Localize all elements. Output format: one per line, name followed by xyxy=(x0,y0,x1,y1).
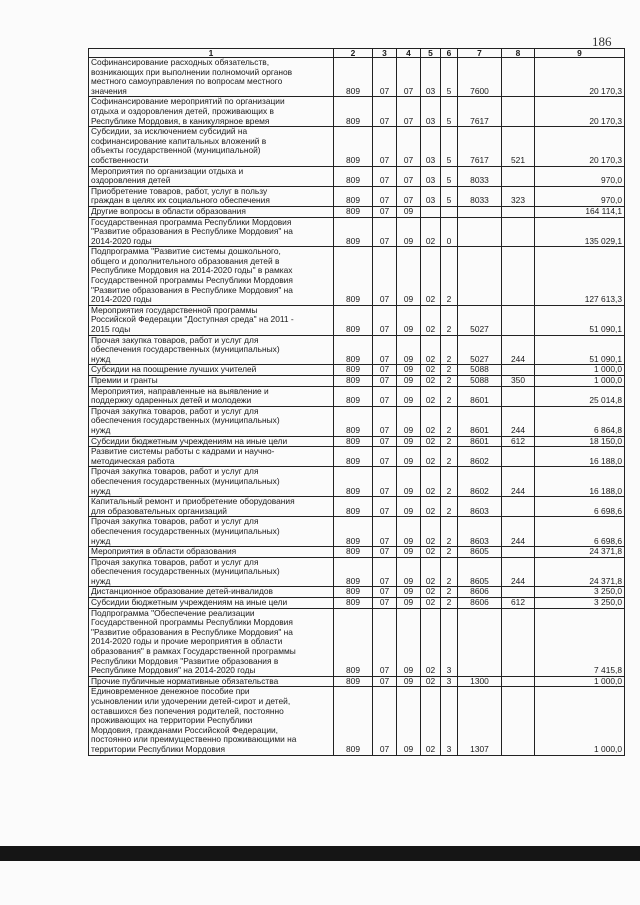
section-code-cell: 07 xyxy=(373,97,397,127)
subsection-code-cell: 09 xyxy=(397,206,421,217)
subprogram-code-cell: 5 xyxy=(441,186,458,206)
subsection-code-cell: 09 xyxy=(397,406,421,436)
section-code-cell: 07 xyxy=(373,217,397,247)
row-name-cell: Мероприятия, направленные на выявление и поддержку одаренных детей и молодежи xyxy=(89,386,334,406)
program-code-cell: 02 xyxy=(421,687,441,755)
section-code-cell: 07 xyxy=(373,687,397,755)
col-program-header: 5 xyxy=(421,49,441,58)
row-name-cell: Субсидии на поощрение лучших учителей xyxy=(89,365,334,376)
subsection-code-cell: 09 xyxy=(397,467,421,497)
ministry-code-cell: 809 xyxy=(334,97,373,127)
row-name-cell: Прочие публичные нормативные обязательства xyxy=(89,676,334,687)
subsection-code-cell: 07 xyxy=(397,186,421,206)
table-row xyxy=(89,206,625,217)
section-code-cell: 07 xyxy=(373,58,397,97)
program-code-cell: 03 xyxy=(421,97,441,127)
program-code-cell: 02 xyxy=(421,406,441,436)
section-code-cell: 07 xyxy=(373,517,397,547)
program-code-cell: 02 xyxy=(421,467,441,497)
table-row xyxy=(89,467,625,497)
subsection-code-cell: 09 xyxy=(397,217,421,247)
program-code-cell: 02 xyxy=(421,386,441,406)
row-name-cell: Прочая закупка товаров, работ и услуг для обеспечения государственных (муниципальных) нужд xyxy=(89,406,334,436)
amount-cell: 20 170,3 xyxy=(535,127,625,166)
program-code-cell: 02 xyxy=(421,247,441,306)
expense-type-cell xyxy=(502,217,535,247)
expense-type-cell: 612 xyxy=(502,436,535,447)
table-row xyxy=(89,186,625,206)
row-name-cell: Прочая закупка товаров, работ и услуг для обеспечения государственных (муниципальных) нужд xyxy=(89,467,334,497)
ministry-code-cell: 809 xyxy=(334,58,373,97)
subprogram-code-cell: 5 xyxy=(441,166,458,186)
row-name-cell: Дистанционное образование детей-инвалидов xyxy=(89,587,334,598)
ministry-code-cell: 809 xyxy=(334,547,373,558)
subsection-code-cell: 07 xyxy=(397,166,421,186)
expense-type-cell xyxy=(502,447,535,467)
expense-type-cell xyxy=(502,97,535,127)
item-code-cell: 5027 xyxy=(458,335,502,365)
amount-cell: 135 029,1 xyxy=(535,217,625,247)
program-code-cell: 02 xyxy=(421,547,441,558)
subprogram-code-cell: 2 xyxy=(441,467,458,497)
amount-cell: 970,0 xyxy=(535,166,625,186)
section-code-cell: 07 xyxy=(373,587,397,598)
table-row xyxy=(89,557,625,587)
amount-cell: 51 090,1 xyxy=(535,335,625,365)
item-code-cell: 8033 xyxy=(458,186,502,206)
section-code-cell: 07 xyxy=(373,127,397,166)
row-name-cell: Приобретение товаров, работ, услуг в пользу граждан в целях их социального обеспечения xyxy=(89,186,334,206)
expense-type-cell xyxy=(502,166,535,186)
subprogram-code-cell xyxy=(441,206,458,217)
item-code-cell: 5088 xyxy=(458,365,502,376)
amount-cell: 7 415,8 xyxy=(535,608,625,676)
section-code-cell: 07 xyxy=(373,557,397,587)
expense-type-cell: 521 xyxy=(502,127,535,166)
amount-cell: 18 150,0 xyxy=(535,436,625,447)
row-name-cell: Единовременное денежное пособие при усыновлении или удочерении детей-сирот и детей, оставшихся без попечения родителей, постоянно проживающих на территории Республики Мордовия, гражданами Российской Федерации, постоянно или преимущественно проживающими на территории Республики Мордовия xyxy=(89,687,334,755)
section-code-cell: 07 xyxy=(373,386,397,406)
table-row xyxy=(89,217,625,247)
table-row xyxy=(89,608,625,676)
expense-type-cell: 612 xyxy=(502,598,535,609)
row-name-cell: Прочая закупка товаров, работ и услуг для обеспечения государственных (муниципальных) нужд xyxy=(89,557,334,587)
program-code-cell: 03 xyxy=(421,127,441,166)
expense-type-cell xyxy=(502,365,535,376)
scan-edge-bar xyxy=(0,846,640,861)
expense-type-cell xyxy=(502,587,535,598)
subprogram-code-cell: 2 xyxy=(441,517,458,547)
section-code-cell: 07 xyxy=(373,335,397,365)
subprogram-code-cell: 2 xyxy=(441,557,458,587)
item-code-cell: 8606 xyxy=(458,598,502,609)
col-subsection-header: 4 xyxy=(397,49,421,58)
row-name-cell: Субсидии бюджетным учреждениям на иные цели xyxy=(89,598,334,609)
subsection-code-cell: 09 xyxy=(397,447,421,467)
section-code-cell: 07 xyxy=(373,406,397,436)
program-code-cell: 02 xyxy=(421,587,441,598)
item-code-cell xyxy=(458,206,502,217)
expense-type-cell: 244 xyxy=(502,335,535,365)
page-number: 186 xyxy=(592,34,612,49)
row-name-cell: Субсидии бюджетным учреждениям на иные цели xyxy=(89,436,334,447)
row-name-cell: Софинансирование расходных обязательств, возникающих при выполнении полномочий органов местного самоуправления по вопросам местного значения xyxy=(89,58,334,97)
subsection-code-cell: 07 xyxy=(397,127,421,166)
expense-type-cell xyxy=(502,206,535,217)
program-code-cell: 02 xyxy=(421,305,441,335)
table-row xyxy=(89,598,625,609)
amount-cell: 6 864,8 xyxy=(535,406,625,436)
subsection-code-cell: 09 xyxy=(397,687,421,755)
section-code-cell: 07 xyxy=(373,365,397,376)
subprogram-code-cell: 2 xyxy=(441,365,458,376)
ministry-code-cell: 809 xyxy=(334,598,373,609)
row-name-cell: Субсидии, за исключением субсидий на софинансирование капитальных вложений в объекты государственной (муниципальной) собственности xyxy=(89,127,334,166)
amount-cell: 1 000,0 xyxy=(535,687,625,755)
ministry-code-cell: 809 xyxy=(334,436,373,447)
row-name-cell: Мероприятия государственной программы Российской Федерации "Доступная среда" на 2011 - 2015 годы xyxy=(89,305,334,335)
amount-cell: 20 170,3 xyxy=(535,97,625,127)
section-code-cell: 07 xyxy=(373,247,397,306)
col-subprogram-header: 6 xyxy=(441,49,458,58)
section-code-cell: 07 xyxy=(373,206,397,217)
section-code-cell: 07 xyxy=(373,305,397,335)
item-code-cell: 8601 xyxy=(458,436,502,447)
table-row xyxy=(89,305,625,335)
ministry-code-cell: 809 xyxy=(334,587,373,598)
expense-type-cell xyxy=(502,386,535,406)
subsection-code-cell: 07 xyxy=(397,58,421,97)
expense-type-cell: 350 xyxy=(502,376,535,387)
amount-cell: 1 000,0 xyxy=(535,365,625,376)
amount-cell: 6 698,6 xyxy=(535,517,625,547)
item-code-cell xyxy=(458,217,502,247)
ministry-code-cell: 809 xyxy=(334,557,373,587)
table-row xyxy=(89,517,625,547)
ministry-code-cell: 809 xyxy=(334,166,373,186)
table-row xyxy=(89,676,625,687)
subsection-code-cell: 07 xyxy=(397,97,421,127)
program-code-cell: 02 xyxy=(421,335,441,365)
table-row xyxy=(89,127,625,166)
ministry-code-cell: 809 xyxy=(334,206,373,217)
ministry-code-cell: 809 xyxy=(334,608,373,676)
item-code-cell xyxy=(458,608,502,676)
item-code-cell: 8033 xyxy=(458,166,502,186)
subprogram-code-cell: 2 xyxy=(441,376,458,387)
table-row xyxy=(89,335,625,365)
section-code-cell: 07 xyxy=(373,598,397,609)
ministry-code-cell: 809 xyxy=(334,497,373,517)
item-code-cell: 8603 xyxy=(458,497,502,517)
section-code-cell: 07 xyxy=(373,186,397,206)
program-code-cell: 03 xyxy=(421,186,441,206)
table-row xyxy=(89,436,625,447)
row-name-cell: Прочая закупка товаров, работ и услуг для обеспечения государственных (муниципальных) нужд xyxy=(89,335,334,365)
row-name-cell: Премии и гранты xyxy=(89,376,334,387)
subsection-code-cell: 09 xyxy=(397,305,421,335)
amount-cell: 3 250,0 xyxy=(535,598,625,609)
item-code-cell: 7600 xyxy=(458,58,502,97)
subprogram-code-cell: 0 xyxy=(441,217,458,247)
program-code-cell: 02 xyxy=(421,447,441,467)
amount-cell: 24 371,8 xyxy=(535,557,625,587)
subprogram-code-cell: 3 xyxy=(441,687,458,755)
expense-type-cell xyxy=(502,608,535,676)
subsection-code-cell: 09 xyxy=(397,436,421,447)
program-code-cell: 02 xyxy=(421,608,441,676)
program-code-cell: 02 xyxy=(421,365,441,376)
subprogram-code-cell: 2 xyxy=(441,335,458,365)
ministry-code-cell: 809 xyxy=(334,335,373,365)
item-code-cell: 8602 xyxy=(458,447,502,467)
program-code-cell xyxy=(421,206,441,217)
row-name-cell: Государственная программа Республики Мордовия "Развитие образования в Республике Мордовия" на 2014-2020 годы xyxy=(89,217,334,247)
subsection-code-cell: 09 xyxy=(397,547,421,558)
program-code-cell: 02 xyxy=(421,517,441,547)
program-code-cell: 02 xyxy=(421,557,441,587)
amount-cell: 25 014,8 xyxy=(535,386,625,406)
amount-cell: 3 250,0 xyxy=(535,587,625,598)
program-code-cell: 02 xyxy=(421,598,441,609)
item-code-cell: 5088 xyxy=(458,376,502,387)
col-item-header: 7 xyxy=(458,49,502,58)
subsection-code-cell: 09 xyxy=(397,598,421,609)
section-code-cell: 07 xyxy=(373,676,397,687)
subprogram-code-cell: 2 xyxy=(441,406,458,436)
item-code-cell: 8603 xyxy=(458,517,502,547)
ministry-code-cell: 809 xyxy=(334,186,373,206)
program-code-cell: 02 xyxy=(421,676,441,687)
subsection-code-cell: 09 xyxy=(397,376,421,387)
amount-cell: 20 170,3 xyxy=(535,58,625,97)
ministry-code-cell: 809 xyxy=(334,687,373,755)
subprogram-code-cell: 2 xyxy=(441,587,458,598)
amount-cell: 164 114,1 xyxy=(535,206,625,217)
subprogram-code-cell: 2 xyxy=(441,305,458,335)
expense-type-cell xyxy=(502,497,535,517)
row-name-cell: Мероприятия по организации отдыха и оздоровления детей xyxy=(89,166,334,186)
amount-cell: 127 613,3 xyxy=(535,247,625,306)
table-row xyxy=(89,386,625,406)
subprogram-code-cell: 2 xyxy=(441,436,458,447)
table-header-row xyxy=(89,49,625,58)
subprogram-code-cell: 2 xyxy=(441,547,458,558)
expense-type-cell: 244 xyxy=(502,557,535,587)
ministry-code-cell: 809 xyxy=(334,217,373,247)
col-expense-type-header: 8 xyxy=(502,49,535,58)
item-code-cell: 8601 xyxy=(458,386,502,406)
subsection-code-cell: 09 xyxy=(397,587,421,598)
subprogram-code-cell: 3 xyxy=(441,608,458,676)
item-code-cell xyxy=(458,247,502,306)
ministry-code-cell: 809 xyxy=(334,676,373,687)
subsection-code-cell: 09 xyxy=(397,365,421,376)
expense-type-cell: 244 xyxy=(502,517,535,547)
item-code-cell: 5027 xyxy=(458,305,502,335)
program-code-cell: 03 xyxy=(421,166,441,186)
amount-cell: 1 000,0 xyxy=(535,676,625,687)
table-row xyxy=(89,687,625,755)
table-row xyxy=(89,365,625,376)
ministry-code-cell: 809 xyxy=(334,447,373,467)
row-name-cell: Подпрограмма "Развитие системы дошкольного, общего и дополнительного образования детей в Республике Мордовия на 2014-2020 годы" в рамках Государственной программы Республики Мордовия "Развитие образования в Республике Мордовия" на 2014-2020 годы xyxy=(89,247,334,306)
expense-type-cell xyxy=(502,547,535,558)
subsection-code-cell: 09 xyxy=(397,557,421,587)
row-name-cell: Прочая закупка товаров, работ и услуг для обеспечения государственных (муниципальных) нужд xyxy=(89,517,334,547)
subprogram-code-cell: 2 xyxy=(441,497,458,517)
table-row xyxy=(89,376,625,387)
section-code-cell: 07 xyxy=(373,608,397,676)
col-amount-header: 9 xyxy=(535,49,625,58)
item-code-cell: 8605 xyxy=(458,547,502,558)
table-row xyxy=(89,547,625,558)
ministry-code-cell: 809 xyxy=(334,517,373,547)
item-code-cell: 1300 xyxy=(458,676,502,687)
ministry-code-cell: 809 xyxy=(334,406,373,436)
ministry-code-cell: 809 xyxy=(334,467,373,497)
row-name-cell: Софинансирование мероприятий по организации отдыха и оздоровления детей, проживающих в Республике Мордовия, в каникулярное время xyxy=(89,97,334,127)
ministry-code-cell: 809 xyxy=(334,365,373,376)
subsection-code-cell: 09 xyxy=(397,676,421,687)
subsection-code-cell: 09 xyxy=(397,386,421,406)
table-row xyxy=(89,406,625,436)
subsection-code-cell: 09 xyxy=(397,608,421,676)
ministry-code-cell: 809 xyxy=(334,386,373,406)
table-row xyxy=(89,497,625,517)
program-code-cell: 02 xyxy=(421,376,441,387)
item-code-cell: 8602 xyxy=(458,467,502,497)
subsection-code-cell: 09 xyxy=(397,335,421,365)
amount-cell: 16 188,0 xyxy=(535,447,625,467)
subprogram-code-cell: 5 xyxy=(441,127,458,166)
table-row xyxy=(89,166,625,186)
section-code-cell: 07 xyxy=(373,467,397,497)
section-code-cell: 07 xyxy=(373,436,397,447)
amount-cell: 51 090,1 xyxy=(535,305,625,335)
subprogram-code-cell: 2 xyxy=(441,247,458,306)
subsection-code-cell: 09 xyxy=(397,497,421,517)
subprogram-code-cell: 2 xyxy=(441,598,458,609)
expense-type-cell xyxy=(502,687,535,755)
subprogram-code-cell: 2 xyxy=(441,447,458,467)
program-code-cell: 03 xyxy=(421,58,441,97)
expense-type-cell xyxy=(502,247,535,306)
subsection-code-cell: 09 xyxy=(397,247,421,306)
col-section-header: 3 xyxy=(373,49,397,58)
row-name-cell: Капитальный ремонт и приобретение оборудования для образовательных организаций xyxy=(89,497,334,517)
budget-table xyxy=(88,48,625,756)
col-ministry-header: 2 xyxy=(334,49,373,58)
item-code-cell: 8606 xyxy=(458,587,502,598)
ministry-code-cell: 809 xyxy=(334,127,373,166)
table-row xyxy=(89,58,625,97)
expense-type-cell: 244 xyxy=(502,467,535,497)
amount-cell: 6 698,6 xyxy=(535,497,625,517)
item-code-cell: 1307 xyxy=(458,687,502,755)
subprogram-code-cell: 5 xyxy=(441,97,458,127)
section-code-cell: 07 xyxy=(373,166,397,186)
expense-type-cell: 244 xyxy=(502,406,535,436)
subprogram-code-cell: 2 xyxy=(441,386,458,406)
expense-type-cell xyxy=(502,305,535,335)
item-code-cell: 7617 xyxy=(458,97,502,127)
subsection-code-cell: 09 xyxy=(397,517,421,547)
expense-type-cell: 323 xyxy=(502,186,535,206)
row-name-cell: Развитие системы работы с кадрами и научно- методическая работа xyxy=(89,447,334,467)
expense-type-cell xyxy=(502,676,535,687)
section-code-cell: 07 xyxy=(373,497,397,517)
item-code-cell: 8601 xyxy=(458,406,502,436)
table-row xyxy=(89,97,625,127)
row-name-cell: Подпрограмма "Обеспечение реализации Государственной программы Республики Мордовия "Развитие образования в Республике Мордовия" на 2014-2020 годы и прочие мероприятия в области образования" в рамках Государственной программы Республики Мордовия "Развитие образования в Республике Мордовия" на 2014-2020 годы xyxy=(89,608,334,676)
item-code-cell: 7617 xyxy=(458,127,502,166)
amount-cell: 970,0 xyxy=(535,186,625,206)
amount-cell: 1 000,0 xyxy=(535,376,625,387)
item-code-cell: 8605 xyxy=(458,557,502,587)
table-row xyxy=(89,447,625,467)
amount-cell: 24 371,8 xyxy=(535,547,625,558)
ministry-code-cell: 809 xyxy=(334,305,373,335)
ministry-code-cell: 809 xyxy=(334,247,373,306)
section-code-cell: 07 xyxy=(373,447,397,467)
section-code-cell: 07 xyxy=(373,547,397,558)
program-code-cell: 02 xyxy=(421,217,441,247)
section-code-cell: 07 xyxy=(373,376,397,387)
row-name-cell: Другие вопросы в области образования xyxy=(89,206,334,217)
expense-type-cell xyxy=(502,58,535,97)
ministry-code-cell: 809 xyxy=(334,376,373,387)
subprogram-code-cell: 5 xyxy=(441,58,458,97)
row-name-cell: Мероприятия в области образования xyxy=(89,547,334,558)
program-code-cell: 02 xyxy=(421,436,441,447)
col-name-header: 1 xyxy=(89,49,334,58)
table-row xyxy=(89,247,625,306)
program-code-cell: 02 xyxy=(421,497,441,517)
table-row xyxy=(89,587,625,598)
amount-cell: 16 188,0 xyxy=(535,467,625,497)
subprogram-code-cell: 3 xyxy=(441,676,458,687)
